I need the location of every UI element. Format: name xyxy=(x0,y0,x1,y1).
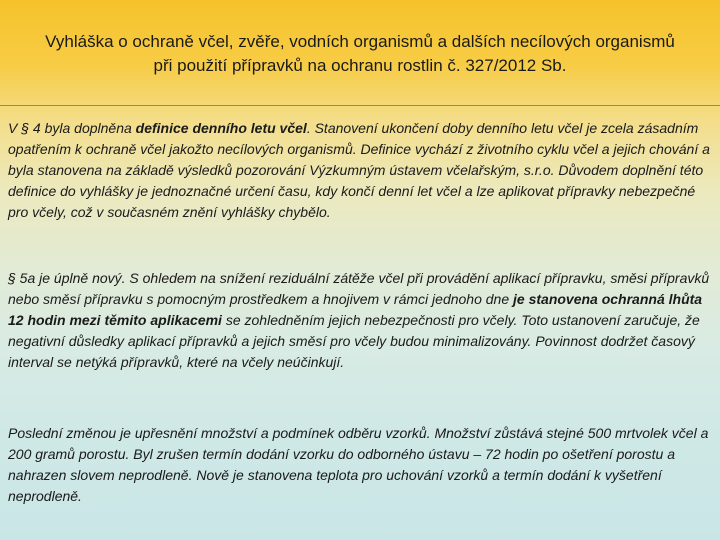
paragraph-emphasis: definice denního letu včel xyxy=(135,120,307,136)
paragraph-definition-bee-flight xyxy=(8,118,712,223)
paragraph-emphasis: je stanovena ochranná lhůta 12 hodin mezi těmito aplikacemi xyxy=(8,291,703,328)
paragraph-sampling: Poslední změnou je upřesnění množství a podmínek odběru vzorků. Množství zůstává stejné 500 mrtvolek včel a 200 gramů porostu. Byl zrušen termín dodání vzorku do odborného ústavu – 72 hodin po ošetření porostu a nahrazen slovem neprodleně. Nově je stanovena teplota pro uchování vzorků a termín dodání k vyšetření neprodleně. xyxy=(8,425,709,504)
paragraph-text: se zohledněním jejich nebezpečnosti pro včely. Toto ustanovení zaručuje, že negativní důsledky aplikací přípravků a jejich směsí pro včely budou minimalizovány. Povinnost dodržet časový interval se netýká přípravků, které na včely neúčinkují. xyxy=(8,312,700,370)
slide-title: Vyhláška o ochraně včel, zvěře, vodních organismů a dalších necílových organismů při použití přípravků na ochranu rostlin č. 327/2012 Sb. xyxy=(45,32,675,75)
paragraph-text: § 5a je úplně nový. S ohledem na snížení reziduální zátěže včel při provádění aplikací přípravku, směsi přípravků nebo směsí přípravku s pomocným prostředkem a hnojivem v rámci jednoho dne xyxy=(8,270,710,307)
paragraph-text: . Stanovení ukončení doby denního letu včel je zcela zásadním opatřením k ochraně včel jakožto necílových organismů. Definice vychází z životního cyklu včel a jejich chování a byla stanovena na základě výsledků pozorování Výzkumným ústavem včelařským, s.r.o. Důvodem doplnění této definice do vyhlášky je jednoznačné určení času, kdy končí denní let včel a lze aplikovat přípravky nebezpečné pro včely, což v současném znění vyhlášky chybělo. xyxy=(8,120,710,220)
title-divider xyxy=(0,105,720,106)
paragraph-protective-interval xyxy=(8,268,712,373)
paragraph-text: V § 4 byla doplněna xyxy=(8,120,136,136)
